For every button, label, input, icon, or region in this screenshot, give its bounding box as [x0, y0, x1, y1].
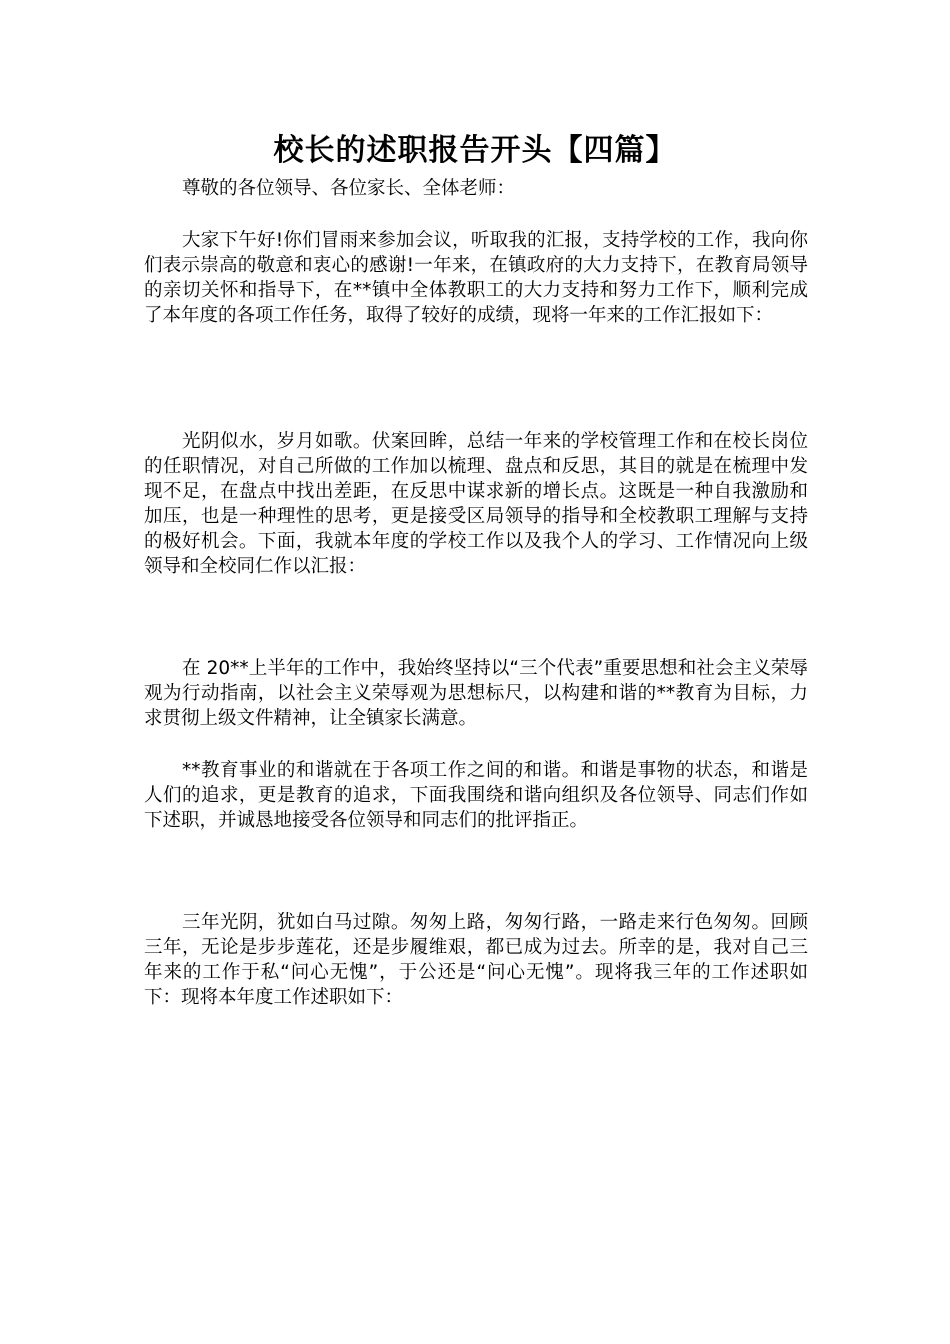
- paragraph-opening-greeting: 大家下午好!你们冒雨来参加会议，听取我的汇报，支持学校的工作，我向你们表示崇高的敬意和衷心的感谢!一年来，在镇政府的大力支持下，在教育局领导的亲切关怀和指导下，在**镇中全体教职工的大力支持和努力工作下，顺利完成了本年度的各项工作任务，取得了较好的成绩，现将一年来的工作汇报如下：: [144, 230, 808, 326]
- paragraph-guiding-principles: 在 20**上半年的工作中，我始终坚持以“三个代表”重要思想和社会主义荣辱观为行动指南，以社会主义荣辱观为思想标尺，以构建和谐的**教育为目标，力求贯彻上级文件精神，让全镇家长满意。: [144, 658, 808, 729]
- paragraph-three-years: 三年光阴，犹如白马过隙。匆匆上路，匆匆行路，一路走来行色匆匆。回顾三年，无论是步步莲花，还是步履维艰，都已成为过去。所幸的是，我对自己三年来的工作于私“问心无愧”，于公还是“问心无愧”。现将我三年的工作述职如下：现将本年度工作述职如下：: [144, 912, 808, 1008]
- paragraph-review-intro: 光阴似水，岁月如歌。伏案回眸，总结一年来的学校管理工作和在校长岗位的任职情况，对自己所做的工作加以梳理、盘点和反思，其目的就是在梳理中发现不足，在盘点中找出差距，在反思中谋求新的增长点。这既是一种自我激励和加压，也是一种理性的思考，更是接受区局领导的指导和全校教职工理解与支持的极好机会。下面，我就本年度的学校工作以及我个人的学习、工作情况向上级领导和全校同仁作以汇报：: [144, 431, 808, 577]
- document-title: 校长的述职报告开头【四篇】: [273, 133, 677, 168]
- paragraph-harmony: **教育事业的和谐就在于各项工作之间的和谐。和谐是事物的状态，和谐是人们的追求，更是教育的追求，下面我围绕和谐向组织及各位领导、同志们作如下述职，并诚恳地接受各位领导和同志们的批评指正。: [144, 760, 808, 831]
- salutation: 尊敬的各位领导、各位家长、全体老师：: [182, 178, 516, 199]
